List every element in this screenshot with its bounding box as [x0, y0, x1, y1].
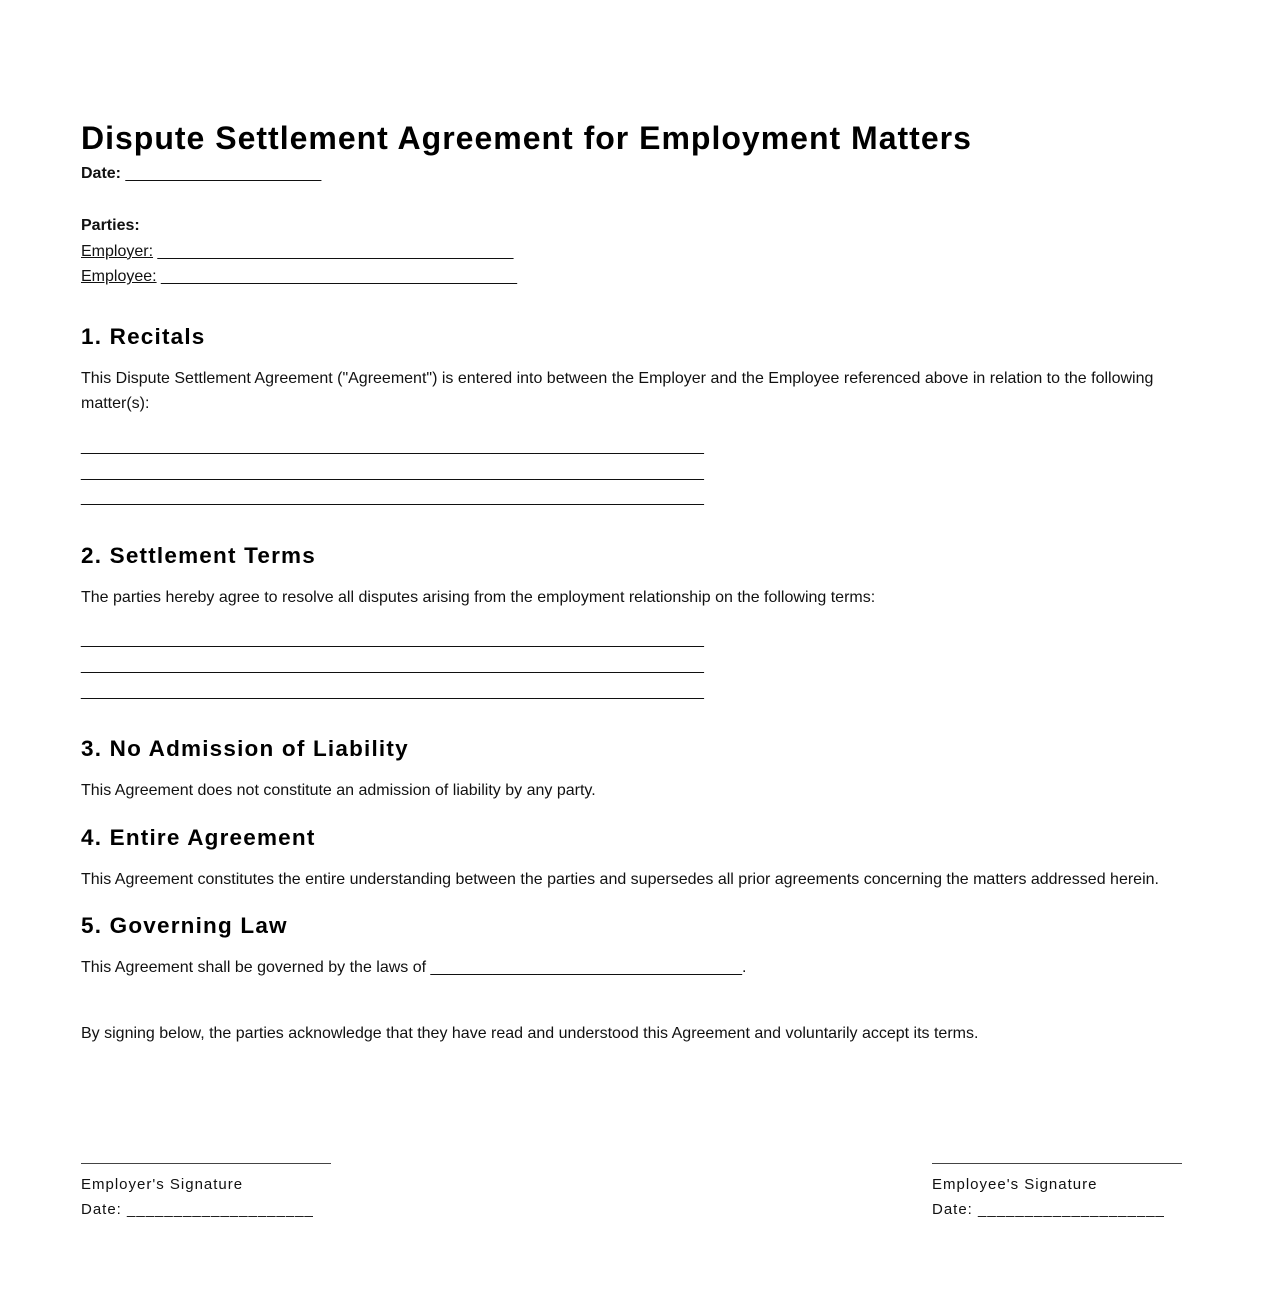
section-heading: 5. Governing Law: [81, 913, 288, 939]
employee-signature-block: [932, 1163, 1182, 1222]
section-heading: 1. Recitals: [81, 323, 206, 349]
parties-label: Parties:: [81, 217, 140, 234]
blank-line: ______________________________________________________________________: [81, 437, 704, 455]
acknowledgement-text: By signing below, the parties acknowledge that they have read and understood this Agreement and voluntarily accept its terms.: [81, 1024, 979, 1042]
document-title: Dispute Settlement Agreement for Employment Matters: [81, 120, 972, 156]
employee-blank: ________________________________________: [161, 268, 517, 286]
section-recitals: [81, 323, 1182, 511]
date-blank: ____________________: [978, 1201, 1165, 1218]
employer-blank: ________________________________________: [157, 242, 514, 260]
governing-law-prefix: This Agreement shall be governed by the laws of: [81, 959, 431, 977]
recitals-blank-lines: [81, 434, 1182, 511]
employee-label: Employee:: [81, 268, 157, 286]
section-entire-agreement: [81, 824, 1182, 893]
blank-line: ______________________________________________________________________: [81, 463, 704, 481]
date-blank: ______________________: [125, 165, 322, 182]
date-label: Date:: [81, 165, 122, 182]
employer-signature-line: [81, 1163, 331, 1172]
employee-signature-date: [932, 1197, 1182, 1222]
settlement-blank-lines: [81, 627, 1182, 704]
blank-line: ______________________________________________________________________: [81, 489, 704, 507]
governing-law-text: [81, 955, 1182, 981]
section-text: This Agreement does not constitute an admission of liability by any party.: [81, 782, 596, 800]
employer-signature-date: [81, 1197, 331, 1222]
signature-row: [81, 1163, 1182, 1222]
section-settlement-terms: [81, 542, 1182, 704]
date-blank: ____________________: [127, 1201, 314, 1218]
governing-law-blank: ___________________________________: [430, 959, 742, 977]
employee-signature-line: [932, 1163, 1182, 1172]
employer-signature-label: Employer's Signature: [81, 1176, 244, 1193]
section-no-admission: [81, 735, 1182, 804]
section-text: This Agreement constitutes the entire understanding between the parties and supersedes all prior agreements concerning the matters addressed herein.: [81, 870, 1159, 888]
governing-law-suffix: .: [741, 959, 747, 977]
blank-line: ______________________________________________________________________: [81, 656, 704, 674]
blank-line: ______________________________________________________________________: [81, 631, 704, 649]
blank-line: ______________________________________________________________________: [81, 682, 704, 700]
employer-label: Employer:: [81, 242, 154, 260]
date-label: Date:: [932, 1201, 973, 1218]
employee-signature-label: Employee's Signature: [932, 1176, 1098, 1193]
date-label: Date:: [81, 1201, 122, 1218]
party-employee: [81, 264, 1182, 290]
section-text: The parties hereby agree to resolve all disputes arising from the employment relationship on the following terms:: [81, 588, 876, 606]
section-text: This Dispute Settlement Agreement ("Agreement") is entered into between the Employer and the Employee referenced above in relation to the following matter(s):: [81, 369, 1154, 413]
section-heading: 2. Settlement Terms: [81, 542, 316, 568]
section-heading: 3. No Admission of Liability: [81, 736, 409, 762]
date-field: [81, 163, 1182, 185]
party-employer: [81, 239, 1182, 265]
section-governing-law: [81, 912, 1182, 981]
section-heading: 4. Entire Agreement: [81, 824, 316, 850]
employer-signature-block: [81, 1163, 331, 1222]
parties-block: [81, 213, 1182, 290]
